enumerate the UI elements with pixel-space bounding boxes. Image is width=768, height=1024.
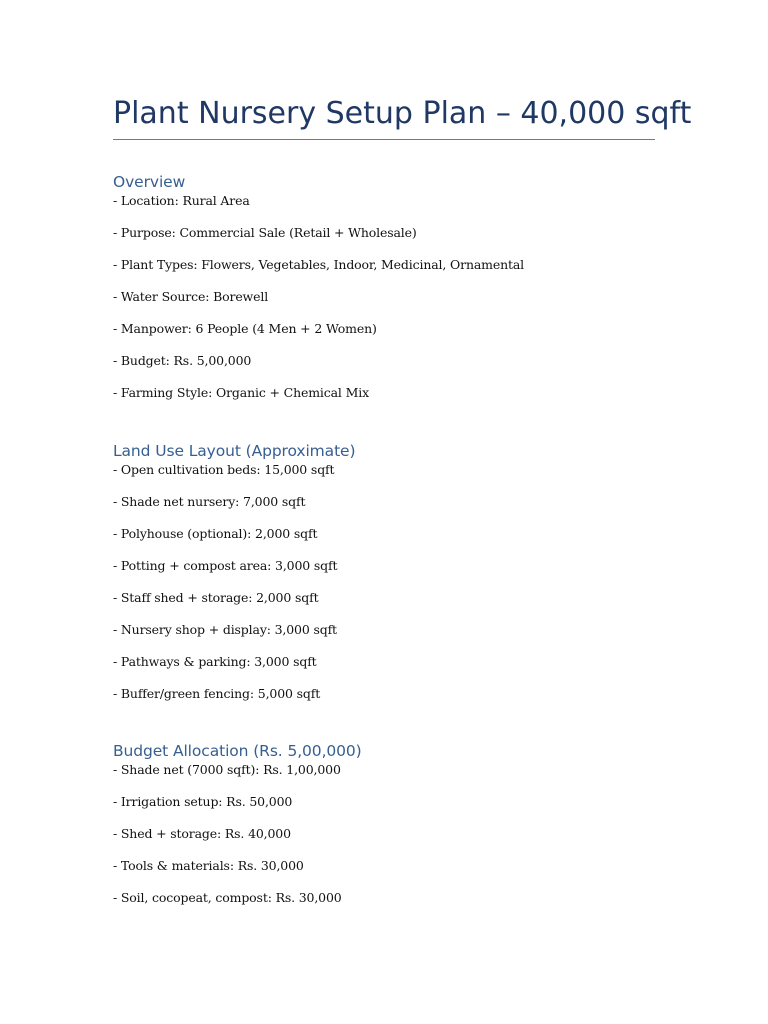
list-item: - Open cultivation beds: 15,000 sqft bbox=[113, 462, 335, 477]
list-item: - Farming Style: Organic + Chemical Mix bbox=[113, 385, 369, 400]
list-item: - Shade net (7000 sqft): Rs. 1,00,000 bbox=[113, 762, 341, 777]
list-item: - Staff shed + storage: 2,000 sqft bbox=[113, 590, 319, 605]
section-heading: Budget Allocation (Rs. 5,00,000) bbox=[113, 742, 362, 760]
list-item: - Irrigation setup: Rs. 50,000 bbox=[113, 794, 293, 809]
list-item: - Soil, cocopeat, compost: Rs. 30,000 bbox=[113, 890, 342, 905]
list-item: - Shade net nursery: 7,000 sqft bbox=[113, 494, 306, 509]
list-item: - Potting + compost area: 3,000 sqft bbox=[113, 558, 338, 573]
list-item: - Purpose: Commercial Sale (Retail + Wholesale) bbox=[113, 225, 417, 240]
section-overview bbox=[113, 171, 655, 417]
section-heading: Land Use Layout (Approximate) bbox=[113, 442, 356, 460]
list-item: - Pathways & parking: 3,000 sqft bbox=[113, 654, 317, 669]
list-item: - Location: Rural Area bbox=[113, 193, 250, 208]
list-item: - Buffer/green fencing: 5,000 sqft bbox=[113, 686, 321, 701]
list-item: - Tools & materials: Rs. 30,000 bbox=[113, 858, 304, 873]
section-land-use-layout bbox=[113, 440, 655, 718]
document-title: Plant Nursery Setup Plan – 40,000 sqft bbox=[113, 96, 692, 131]
list-item: - Plant Types: Flowers, Vegetables, Indoor, Medicinal, Ornamental bbox=[113, 257, 525, 272]
list-item: - Budget: Rs. 5,00,000 bbox=[113, 353, 252, 368]
list-item: - Water Source: Borewell bbox=[113, 289, 269, 304]
section-budget-allocation bbox=[113, 740, 655, 922]
list-item: - Polyhouse (optional): 2,000 sqft bbox=[113, 526, 318, 541]
list-item: - Manpower: 6 People (4 Men + 2 Women) bbox=[113, 321, 377, 336]
title-divider bbox=[113, 139, 655, 140]
section-list bbox=[113, 762, 655, 922]
section-list bbox=[113, 193, 655, 417]
section-list bbox=[113, 462, 655, 718]
section-heading: Overview bbox=[113, 173, 186, 191]
list-item: - Shed + storage: Rs. 40,000 bbox=[113, 826, 291, 841]
list-item: - Nursery shop + display: 3,000 sqft bbox=[113, 622, 337, 637]
